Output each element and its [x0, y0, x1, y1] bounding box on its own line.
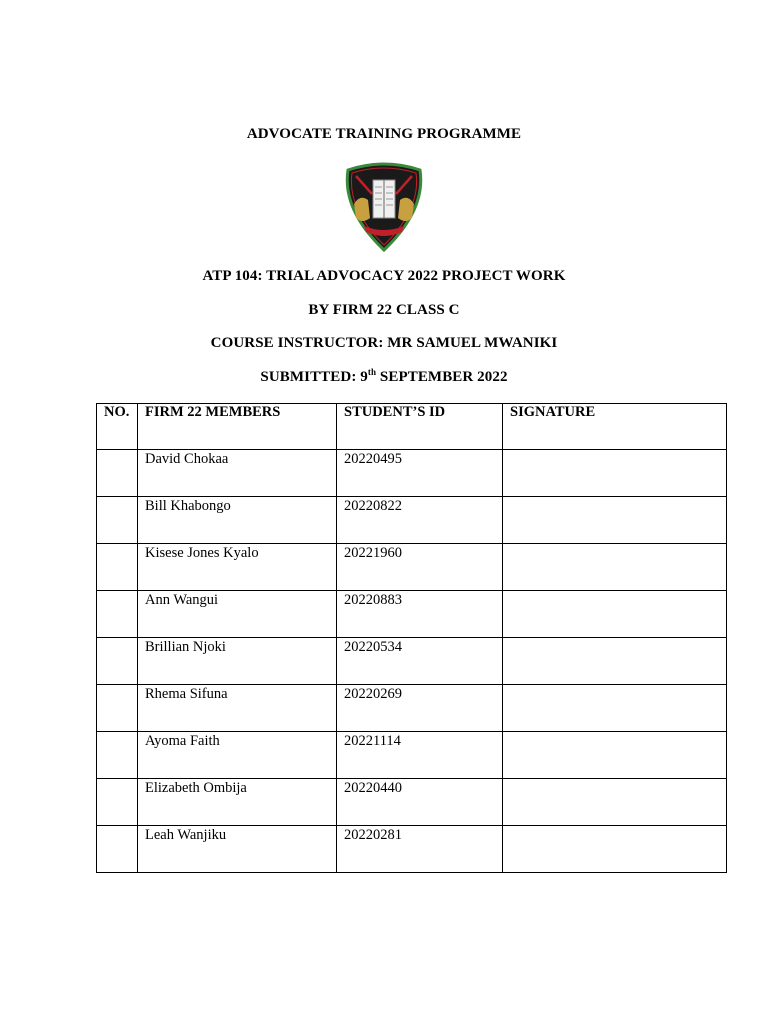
cell-student-id: 20220495	[337, 450, 503, 497]
cell-signature	[503, 497, 727, 544]
cell-no	[97, 779, 138, 826]
cell-no	[97, 685, 138, 732]
cell-signature	[503, 685, 727, 732]
cell-student-id: 20220822	[337, 497, 503, 544]
cell-no	[97, 638, 138, 685]
cell-student-id: 20220534	[337, 638, 503, 685]
cell-no	[97, 450, 138, 497]
cell-student-id: 20220269	[337, 685, 503, 732]
table-row	[97, 450, 727, 497]
law-school-crest-icon	[340, 160, 428, 252]
cell-signature	[503, 638, 727, 685]
table-row	[97, 497, 727, 544]
header-members: FIRM 22 MEMBERS	[138, 404, 337, 450]
cell-student-id: 20220883	[337, 591, 503, 638]
course-title: ATP 104: TRIAL ADVOCACY 2022 PROJECT WORK	[202, 268, 566, 284]
cell-no	[97, 826, 138, 873]
cell-member-name: Brillian Njoki	[138, 638, 337, 685]
table-row	[97, 826, 727, 873]
cell-student-id: 20220281	[337, 826, 503, 873]
date-ordinal-suffix: th	[367, 367, 377, 377]
submitted-suffix: SEPTEMBER 2022	[376, 369, 508, 385]
cell-signature	[503, 826, 727, 873]
cell-signature	[503, 779, 727, 826]
table-row	[97, 685, 727, 732]
cell-signature	[503, 544, 727, 591]
cell-student-id: 20221114	[337, 732, 503, 779]
header-student-id: STUDENT’S ID	[337, 404, 503, 450]
cell-member-name: Leah Wanjiku	[138, 826, 337, 873]
submission-date	[0, 369, 768, 386]
cell-no	[97, 497, 138, 544]
table-row	[97, 544, 727, 591]
firm-class: BY FIRM 22 CLASS C	[308, 302, 460, 318]
header-signature: SIGNATURE	[503, 404, 727, 450]
cell-student-id: 20220440	[337, 779, 503, 826]
cell-member-name: Bill Khabongo	[138, 497, 337, 544]
members-table	[96, 403, 727, 873]
cell-member-name: Kisese Jones Kyalo	[138, 544, 337, 591]
cell-signature	[503, 450, 727, 497]
table-row	[97, 591, 727, 638]
submitted-prefix: SUBMITTED: 9	[260, 369, 368, 385]
table-row	[97, 638, 727, 685]
header-no: NO.	[97, 404, 138, 450]
table-row	[97, 779, 727, 826]
cell-no	[97, 591, 138, 638]
cell-student-id: 20221960	[337, 544, 503, 591]
cell-signature	[503, 591, 727, 638]
cell-member-name: Rhema Sifuna	[138, 685, 337, 732]
table-row	[97, 732, 727, 779]
cell-no	[97, 732, 138, 779]
course-instructor: COURSE INSTRUCTOR: MR SAMUEL MWANIKI	[210, 335, 558, 351]
cell-member-name: Ayoma Faith	[138, 732, 337, 779]
cell-member-name: Elizabeth Ombija	[138, 779, 337, 826]
cell-member-name: Ann Wangui	[138, 591, 337, 638]
table-header-row	[97, 404, 727, 450]
cell-signature	[503, 732, 727, 779]
cell-no	[97, 544, 138, 591]
cell-member-name: David Chokaa	[138, 450, 337, 497]
programme-title: ADVOCATE TRAINING PROGRAMME	[246, 126, 522, 142]
